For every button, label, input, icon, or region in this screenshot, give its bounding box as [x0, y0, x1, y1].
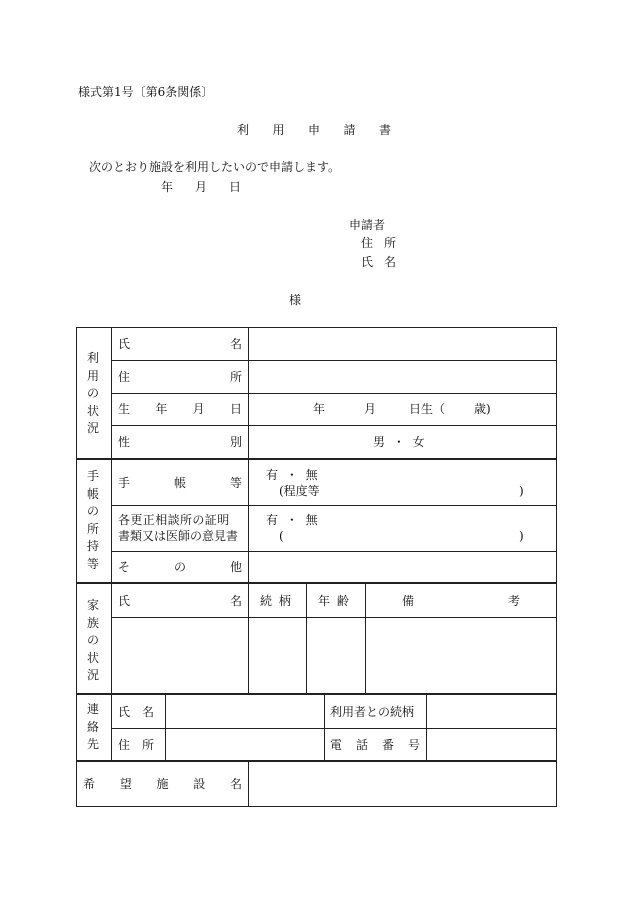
- label-char: 帳: [173, 476, 186, 490]
- label-char: 性: [118, 435, 131, 449]
- applicant-label: 申請者: [349, 218, 386, 232]
- form-number: 様式第1号〔第6条関係〕: [78, 85, 214, 99]
- section-divider: [76, 458, 557, 460]
- cert-label-line2: 書類又は医師の意見書: [118, 529, 239, 543]
- label-char: 話: [355, 738, 368, 752]
- table-border-right: [556, 327, 557, 807]
- label-char: 所: [229, 370, 242, 384]
- label-char: 望: [119, 777, 132, 791]
- intro-text: 次のとおり施設を利用したいので申請します。: [89, 160, 341, 174]
- cert-yes-no[interactable]: 有 ・ 無: [266, 513, 318, 527]
- label-char: 号: [407, 738, 420, 752]
- age-suffix-label: 歳): [474, 402, 491, 416]
- side-label-char: 先: [86, 737, 99, 751]
- birth-year-label: 年: [313, 402, 326, 416]
- table-border-bottom: [76, 806, 557, 807]
- label-char: 所: [383, 236, 396, 250]
- addressee-suffix: 様: [289, 293, 302, 307]
- family-remarks-header: [402, 594, 520, 608]
- family-relation-header: 続 柄: [260, 594, 291, 608]
- row-divider: [111, 617, 557, 618]
- cert-label-line1: 各更正相談所の証明: [118, 513, 230, 527]
- date-day-label: 日: [228, 180, 241, 194]
- side-label-char: 用: [86, 368, 99, 383]
- usage-sex-label: [118, 435, 242, 449]
- label-char: そ: [118, 560, 131, 574]
- usage-name-label: [118, 337, 242, 351]
- label-char: 年: [155, 402, 168, 416]
- family-name-header: [118, 594, 242, 608]
- date-month-label: 月: [194, 180, 207, 194]
- family-age-header: 年 齢: [318, 594, 349, 608]
- label-char: 氏: [118, 594, 131, 608]
- contact-side-label: [85, 701, 101, 754]
- label-char: 住: [361, 236, 374, 250]
- label-char: 備: [402, 594, 415, 608]
- label-char: 氏: [118, 337, 131, 351]
- title-char: 書: [378, 123, 391, 137]
- row-divider: [111, 728, 557, 729]
- column-divider: [324, 694, 325, 761]
- usage-side-label: [85, 350, 101, 438]
- label-char: 名: [229, 337, 242, 351]
- applicant-name-label: [361, 255, 396, 269]
- contact-address-label: 住 所: [118, 738, 155, 752]
- label-char: 設: [193, 777, 206, 791]
- family-side-label: [85, 597, 101, 685]
- handbook-side-label: [85, 468, 101, 573]
- label-char: 日: [229, 402, 242, 416]
- label-char: 他: [229, 560, 242, 574]
- section-divider: [76, 693, 557, 695]
- column-divider: [426, 694, 427, 761]
- form-title: [237, 123, 391, 137]
- section-divider: [76, 582, 557, 584]
- title-char: 請: [343, 123, 356, 137]
- label-char: 考: [507, 594, 520, 608]
- title-char: 用: [272, 123, 285, 137]
- handbook-degree-label: (程度等: [279, 484, 320, 498]
- label-char: 電: [330, 738, 343, 752]
- row-divider: [111, 551, 557, 552]
- label-char: 月: [192, 402, 205, 416]
- side-label-char: 状: [86, 403, 99, 418]
- contact-relation-label: 利用者との続柄: [330, 705, 415, 719]
- side-label-char: 家: [86, 598, 99, 612]
- handbook-yes-no[interactable]: 有 ・ 無: [266, 468, 318, 482]
- column-divider: [365, 583, 366, 694]
- usage-address-field[interactable]: [250, 363, 554, 391]
- side-label-char: 手: [86, 469, 99, 483]
- contact-address-field[interactable]: [167, 731, 322, 759]
- side-label-char: 絡: [86, 719, 99, 734]
- contact-relation-field[interactable]: [428, 697, 554, 725]
- application-date: [161, 180, 241, 194]
- side-label-char: 所: [86, 521, 99, 536]
- handbook-label: [118, 476, 242, 490]
- side-label-char: 帳: [86, 486, 99, 501]
- other-field[interactable]: [250, 554, 554, 580]
- family-name-cell[interactable]: [113, 620, 246, 692]
- section-divider: [76, 760, 557, 762]
- contact-phone-label: [330, 738, 420, 752]
- row-divider: [111, 360, 557, 361]
- label-char: 別: [229, 435, 242, 449]
- label-value-divider: [248, 760, 249, 807]
- label-char: 住: [118, 370, 131, 384]
- row-divider: [111, 505, 557, 506]
- label-char: 氏: [361, 255, 374, 269]
- birth-day-label: 日生（: [409, 402, 446, 416]
- label-char: 等: [229, 476, 242, 490]
- family-remarks-cell[interactable]: [367, 620, 554, 692]
- row-divider: [111, 393, 557, 394]
- date-year-label: 年: [161, 180, 174, 194]
- label-char: 番: [381, 738, 394, 752]
- column-divider: [306, 583, 307, 694]
- contact-name-field[interactable]: [167, 697, 322, 725]
- side-label-char: の: [86, 504, 99, 518]
- usage-address-label: [118, 370, 242, 384]
- applicant-address-label: [361, 236, 396, 250]
- usage-name-field[interactable]: [250, 330, 554, 358]
- side-label-char: 族: [86, 615, 99, 630]
- title-char: 申: [307, 123, 320, 137]
- side-label-char: 連: [86, 702, 99, 716]
- label-char: 名: [229, 594, 242, 608]
- side-label-char: の: [86, 386, 99, 400]
- other-label: [118, 560, 242, 574]
- label-char: 施: [156, 777, 169, 791]
- column-divider: [165, 694, 166, 761]
- side-label-char: 持: [86, 539, 99, 553]
- family-relation-cell[interactable]: [250, 620, 304, 692]
- side-label-char: 況: [86, 668, 99, 682]
- birth-month-label: 月: [364, 402, 377, 416]
- close-paren: ): [519, 529, 524, 543]
- label-char: 名: [383, 255, 396, 269]
- label-value-divider: [248, 327, 249, 694]
- label-char: 手: [118, 476, 131, 490]
- side-label-char: 等: [86, 556, 99, 571]
- label-char: 名: [229, 777, 242, 791]
- facility-name-field[interactable]: [250, 764, 554, 804]
- title-char: 利: [237, 123, 250, 137]
- close-paren: ): [519, 484, 524, 498]
- side-label-char: の: [86, 633, 99, 647]
- label-char: 生: [118, 402, 131, 416]
- contact-name-label: 氏 名: [118, 705, 155, 719]
- side-label-char: 利: [86, 351, 99, 365]
- row-divider: [111, 425, 557, 426]
- table-border-top: [76, 327, 557, 328]
- facility-label: [83, 777, 242, 791]
- label-char: の: [173, 560, 186, 574]
- usage-birthdate-label: [118, 402, 242, 416]
- contact-phone-field[interactable]: [428, 731, 554, 759]
- family-age-cell[interactable]: [308, 620, 363, 692]
- side-label-char: 状: [86, 650, 99, 665]
- cert-open-paren: (: [279, 529, 284, 543]
- side-label-char: 況: [86, 421, 99, 435]
- label-char: 希: [83, 777, 96, 791]
- sex-options[interactable]: 男 ・ 女: [373, 435, 425, 449]
- table-border-left: [76, 327, 77, 807]
